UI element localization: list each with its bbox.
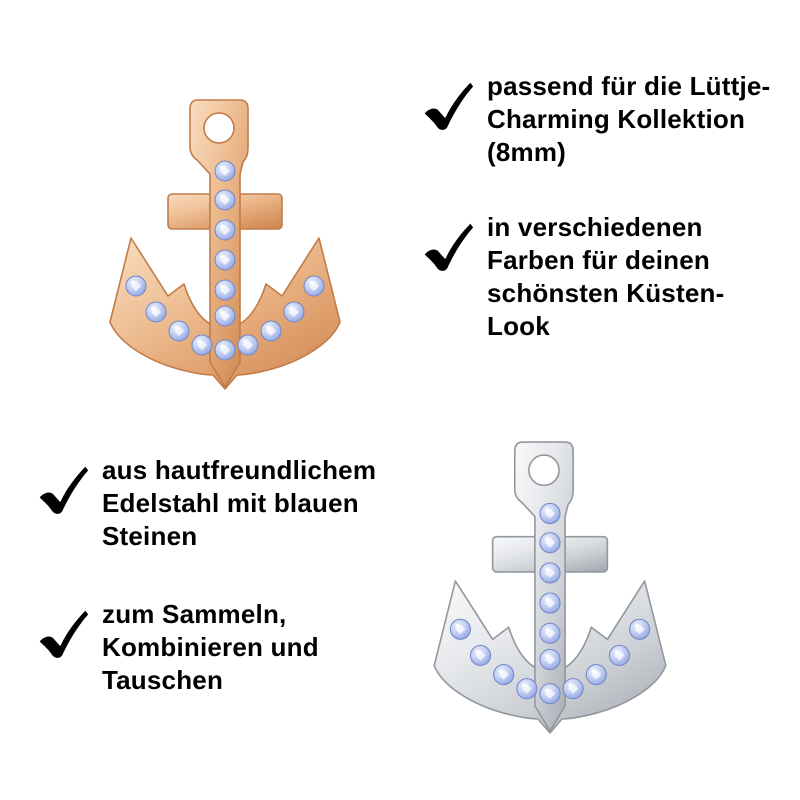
feature-line: zum Sammeln, xyxy=(102,599,287,629)
feature-item-sammeln xyxy=(36,598,319,697)
feature-line: Edelstahl mit blauen xyxy=(102,488,359,518)
feature-text xyxy=(102,598,319,697)
feature-line: Farben für deinen xyxy=(487,245,710,275)
feature-line: schönsten Küsten- xyxy=(487,278,725,308)
feature-item-farben xyxy=(421,211,724,343)
checkmark-icon xyxy=(36,464,90,518)
feature-line: Steinen xyxy=(102,521,198,551)
feature-item-kollektion xyxy=(421,70,770,169)
feature-line: in verschiedenen xyxy=(487,212,703,242)
feature-text xyxy=(487,211,724,343)
anchor-charm-silver-image xyxy=(424,440,676,737)
feature-line: passend für die Lüttje- xyxy=(487,71,771,101)
feature-line: Look xyxy=(487,311,550,341)
feature-line: Charming Kollektion xyxy=(487,104,746,134)
feature-line: aus hautfreundlichem xyxy=(102,455,377,485)
checkmark-icon xyxy=(36,608,90,662)
feature-line: Kombinieren und xyxy=(102,632,319,662)
feature-text xyxy=(487,70,770,169)
feature-text xyxy=(102,454,376,553)
feature-line: Tauschen xyxy=(102,665,224,695)
checkmark-icon xyxy=(421,80,475,134)
feature-line: (8mm) xyxy=(487,137,567,167)
checkmark-icon xyxy=(421,221,475,275)
feature-item-edelstahl xyxy=(36,454,376,553)
anchor-charm-rosegold-image xyxy=(100,98,350,393)
